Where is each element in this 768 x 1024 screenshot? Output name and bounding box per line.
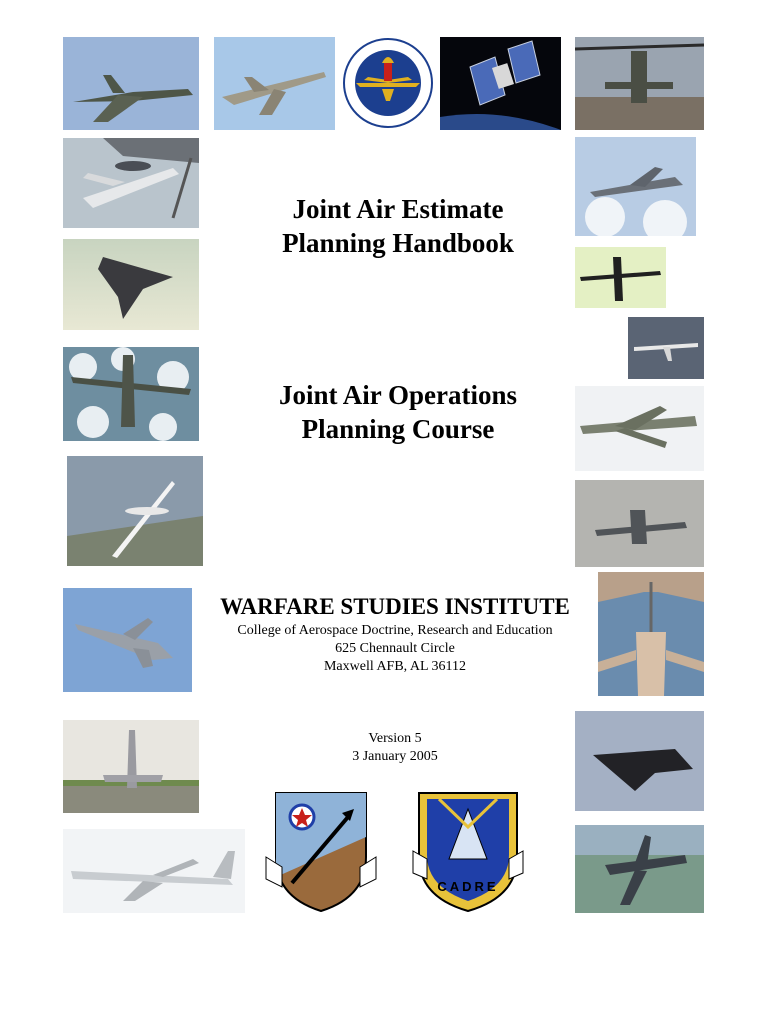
photo-u2-spyplane xyxy=(575,247,666,308)
cadre-label: CADRE xyxy=(437,879,499,894)
institute-street: 625 Chennault Circle xyxy=(335,641,455,656)
institute-college: College of Aerospace Doctrine, Research and Education xyxy=(237,623,553,638)
photo-f117-nighthawk xyxy=(575,711,704,811)
photo-satellite xyxy=(440,37,561,130)
photo-e8-jstars xyxy=(63,829,245,913)
photo-ea6-prowler xyxy=(575,386,704,471)
handbook-title xyxy=(220,192,576,260)
version-date: 3 January 2005 xyxy=(352,749,438,764)
photo-predator-drone xyxy=(628,317,704,379)
version-block xyxy=(290,730,500,766)
handbook-title-line1: Joint Air Estimate xyxy=(292,194,504,224)
institute-city: Maxwell AFB, AL 36112 xyxy=(323,659,467,674)
photo-awacs-refuel xyxy=(63,138,199,228)
course-title-line2: Planning Course xyxy=(301,414,495,444)
photo-f22-raptor xyxy=(575,137,696,236)
version-label: Version 5 xyxy=(368,731,422,746)
photo-f18-hornet xyxy=(63,588,192,692)
handbook-title-line2: Planning Handbook xyxy=(282,228,514,258)
jaopc-shield-emblem xyxy=(262,787,380,915)
photo-global-hawk xyxy=(67,456,203,566)
photo-f16-ground xyxy=(63,720,199,813)
photo-c17-transport xyxy=(575,480,704,567)
photo-tanker-refuel xyxy=(598,572,704,696)
institute-name: WARFARE STUDIES INSTITUTE xyxy=(220,594,570,619)
photo-f14-tomcat xyxy=(214,37,335,130)
institute-block xyxy=(180,592,610,676)
course-title-line1: Joint Air Operations xyxy=(278,380,518,410)
aetc-seal-emblem xyxy=(342,37,434,129)
photo-b1-bomber xyxy=(63,37,199,130)
photo-b2-bomber xyxy=(63,239,199,330)
photo-f15-eagle xyxy=(575,825,704,913)
course-title xyxy=(220,378,576,446)
cadre-shield-emblem xyxy=(409,787,527,915)
photo-apache-helicopter xyxy=(575,37,704,130)
photo-b52-bomber xyxy=(63,347,199,441)
